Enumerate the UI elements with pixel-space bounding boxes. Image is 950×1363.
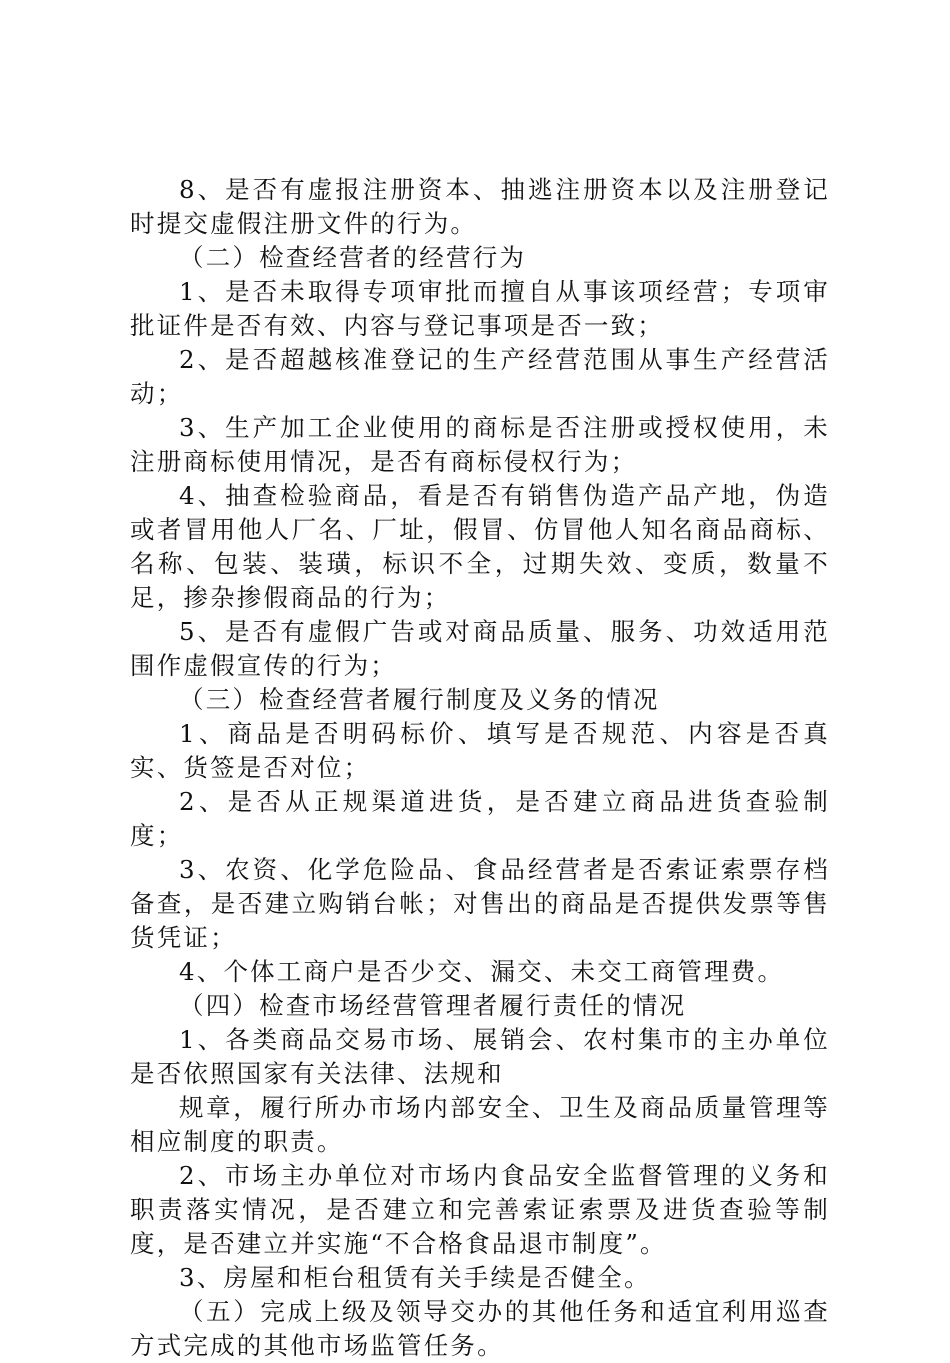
paragraph-3-3: 3、农资、化学危险品、食品经营者是否索证索票存档备查，是否建立购销台帐；对售出的商品是否提供发票等售货凭证； <box>130 855 830 952</box>
paragraph-2-4: 4、抽查检验商品，看是否有销售伪造产品产地，伪造或者冒用他人厂名、厂址，假冒、仿冒他人知名商品商标、名称、包装、装璜，标识不全，过期失效、变质，数量不足，掺杂掺假商品的行为； <box>130 481 830 612</box>
paragraph-4-1: 1、各类商品交易市场、展销会、农村集市的主办单位是否依照国家有关法律、法规和 <box>130 1025 830 1088</box>
paragraph-3-2: 2、是否从正规渠道进货，是否建立商品进货查验制度； <box>130 787 830 850</box>
paragraph-2-5: 5、是否有虚假广告或对商品质量、服务、功效适用范围作虚假宣传的行为； <box>130 617 830 680</box>
document-body <box>130 173 830 1363</box>
section-heading-3: （三）检查经营者履行制度及义务的情况 <box>179 685 660 714</box>
paragraph-2-1: 1、是否未取得专项审批而擅自从事该项经营；专项审批证件是否有效、内容与登记事项是否一致； <box>130 277 830 340</box>
paragraph-3-4: 4、个体工商户是否少交、漏交、未交工商管理费。 <box>179 957 785 986</box>
section-heading-4: （四）检查市场经营管理者履行责任的情况 <box>179 991 687 1020</box>
section-heading-5: （五）完成上级及领导交办的其他任务和适宜利用巡查方式完成的其他市场监管任务。 <box>130 1297 830 1360</box>
paragraph-3-1: 1、商品是否明码标价、填写是否规范、内容是否真实、货签是否对位； <box>130 719 830 782</box>
paragraph-2-2: 2、是否超越核准登记的生产经营范围从事生产经营活动； <box>130 345 830 408</box>
paragraph-4-3: 3、房屋和柜台租赁有关手续是否健全。 <box>179 1263 651 1292</box>
paragraph-item-8: 8、是否有虚报注册资本、抽逃注册资本以及注册登记时提交虚假注册文件的行为。 <box>130 175 830 238</box>
paragraph-2-3: 3、生产加工企业使用的商标是否注册或授权使用，未注册商标使用情况，是否有商标侵权行为； <box>130 413 830 476</box>
section-heading-2: （二）检查经营者的经营行为 <box>179 243 527 272</box>
paragraph-4-2: 2、市场主办单位对市场内食品安全监督管理的义务和职责落实情况，是否建立和完善索证索票及进货查验等制度，是否建立并实施“不合格食品退市制度”。 <box>130 1161 830 1258</box>
paragraph-4-1-continued: 规章，履行所办市场内部安全、卫生及商品质量管理等相应制度的职责。 <box>130 1093 830 1156</box>
